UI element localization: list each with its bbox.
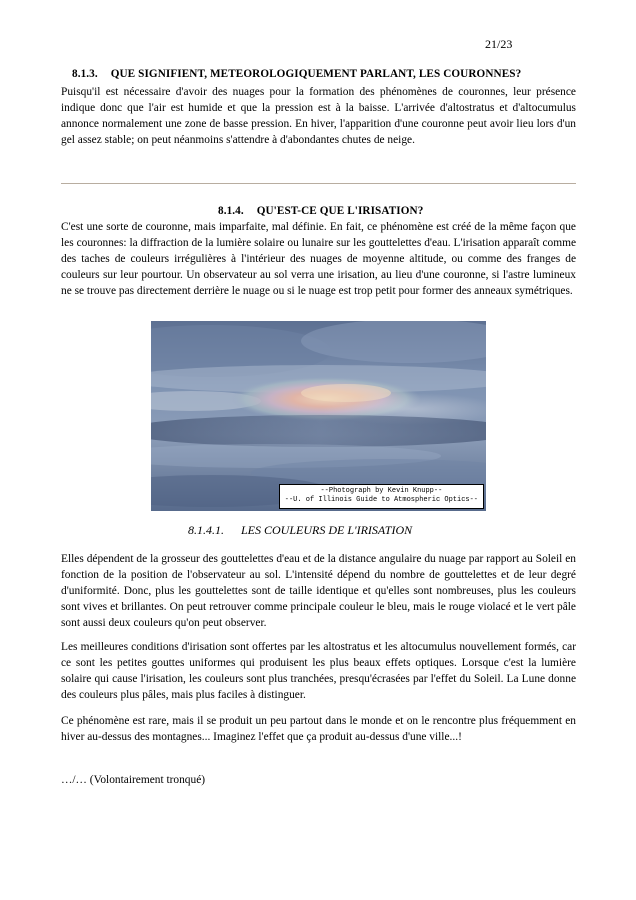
section-paragraph-irisation: C'est une sorte de couronne, mais imparfaite, mal définie. En fait, ce phénomène est créé de la même façon que les couronnes: la diffraction de la lumière solaire ou lunaire sur les gouttelettes d'eau. L'irisation apparaît comme des taches de couleurs irrégulières à l'intérieur des nuages de moyenne altitude, ou comme des franges de couleurs sur leur pourtour. Un observateur au sol verra une irisation, au lieu d'une couronne, si l'astre lumineux ne se trouve pas directement derrière le nuage ou si le nuage est trop petit pour former des anneaux symétriques.	[61, 221, 576, 297]
photo-credit-line-1: --Photograph by Kevin Knupp--	[320, 487, 443, 495]
section-paragraph-couronnes: Puisqu'il est nécessaire d'avoir des nuages pour la formation des phénomènes de couronnes, leur présence indique donc que l'air est humide et que la pression est à la baisse. L'arrivée d'altostratus et d'altocumulus annonce normalement une zone de basse pression. En hiver, l'apparition d'une couronne peut avoir lieu lors d'un gel assez stable; on peut néanmoins s'attendre à d'abondantes chutes de neige.	[61, 86, 576, 146]
page-number: 21/23	[485, 37, 513, 51]
subsection-paragraph-1: Elles dépendent de la grosseur des gouttelettes d'eau et de la distance angulaire du nuage par rapport au Soleil en fonction de la position de l'observateur au sol. L'intensité dépend du nombre de gouttelettes et de leur degré d'uniformité. Donc, plus les gouttelettes sont de taille identique et qu'elles sont nombreuses, plus les couleurs sont vives et brillantes. On peut retrouver comme principale couleur le bleu, mais le rouge violacé et le vert pâle sont aussi deux couleurs qu'on peut observer.	[61, 553, 576, 629]
section-heading-8-1-3	[72, 66, 521, 82]
photo-credit-line-2: --U. of Illinois Guide to Atmospheric Optics--	[284, 496, 478, 504]
subsection-title: LES COULEURS DE L'IRISATION	[241, 523, 413, 537]
subsection-paragraph-2: Les meilleures conditions d'irisation sont offertes par les altostratus et les altocumulus nouvellement formés, car ce sont les petites gouttes uniformes qui produisent les plus beaux effets optiques. Lorsque c'est la lumière solaire qui cause l'irisation, les couleurs sont plus tranchées, presqu'écrasées par l'effet du Soleil. La Lune donne des couleurs plus pâles, mais plus faciles à distinguer.	[61, 641, 576, 701]
section-heading-8-1-4	[218, 203, 423, 219]
photo-credit	[279, 484, 484, 509]
subsection-paragraph-3: Ce phénomène est rare, mais il se produit un peu partout dans le monde et on le rencontre plus fréquemment en hiver au-dessus des montagnes... Imaginez l'effet que ça produit au-dessus d'une ville...!	[61, 715, 576, 743]
section-number: 8.1.3.	[72, 68, 98, 80]
section-title: QUE SIGNIFIENT, METEOROLOGIQUEMENT PARLANT, LES COURONNES?	[110, 68, 522, 80]
truncated-note: …/… (Volontairement tronqué)	[61, 774, 206, 786]
subsection-number: 8.1.4.1.	[188, 523, 224, 537]
section-divider	[61, 183, 576, 184]
sky-photo-image	[151, 321, 486, 511]
section-title: QU'EST-CE QUE L'IRISATION?	[256, 205, 424, 217]
irisation-photo	[151, 321, 486, 511]
section-number: 8.1.4.	[218, 205, 244, 217]
subsection-heading-8-1-4-1	[188, 522, 412, 538]
